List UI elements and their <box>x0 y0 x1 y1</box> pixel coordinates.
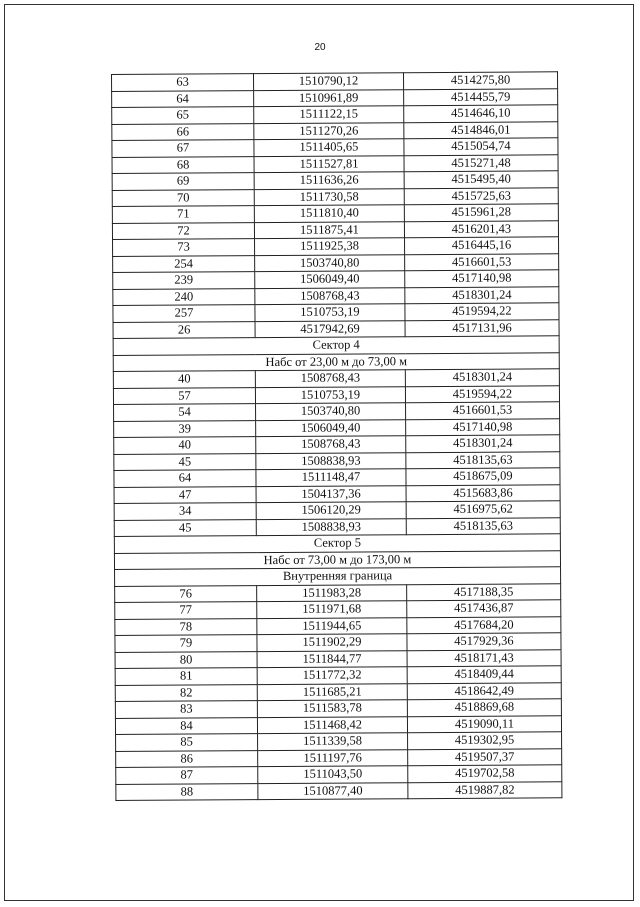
point-number-cell: 78 <box>115 618 257 635</box>
point-number-cell: 54 <box>114 404 256 421</box>
point-number-cell: 240 <box>113 288 255 305</box>
point-number-cell: 45 <box>114 519 256 536</box>
x-coordinate-cell: 1511197,76 <box>258 749 408 766</box>
x-coordinate-cell: 4517942,69 <box>255 320 405 337</box>
y-coordinate-cell: 4517684,20 <box>407 616 561 633</box>
point-number-cell: 63 <box>112 74 254 91</box>
x-coordinate-cell: 1511875,41 <box>254 221 404 238</box>
y-coordinate-cell: 4518869,68 <box>407 699 561 716</box>
point-number-cell: 26 <box>113 321 255 338</box>
x-coordinate-cell: 1508768,43 <box>256 436 406 453</box>
y-coordinate-cell: 4514846,01 <box>404 121 558 138</box>
x-coordinate-cell: 1510753,19 <box>255 386 405 403</box>
x-coordinate-cell: 1503740,80 <box>256 403 406 420</box>
y-coordinate-cell: 4515961,28 <box>404 204 558 221</box>
x-coordinate-cell: 1504137,36 <box>256 485 406 502</box>
x-coordinate-cell: 1506120,29 <box>256 502 406 519</box>
x-coordinate-cell: 1511810,40 <box>254 205 404 222</box>
y-coordinate-cell: 4517131,96 <box>405 319 559 336</box>
x-coordinate-cell: 1511043,50 <box>258 766 408 783</box>
y-coordinate-cell: 4519594,22 <box>405 385 559 402</box>
point-number-cell: 83 <box>115 701 257 718</box>
x-coordinate-cell: 1511636,26 <box>254 172 404 189</box>
x-coordinate-cell: 1508768,43 <box>255 287 405 304</box>
x-coordinate-cell: 1511148,47 <box>256 469 406 486</box>
x-coordinate-cell: 1511772,32 <box>257 667 407 684</box>
point-number-cell: 85 <box>116 734 258 751</box>
y-coordinate-cell: 4518642,49 <box>407 682 561 699</box>
y-coordinate-cell: 4516601,53 <box>406 402 560 419</box>
section-title: Сектор 4 <box>113 336 559 355</box>
section-title: Сектор 5 <box>114 534 560 553</box>
x-coordinate-cell: 1511983,28 <box>257 584 407 601</box>
y-coordinate-cell: 4516445,16 <box>405 237 559 254</box>
x-coordinate-cell: 1511339,58 <box>258 733 408 750</box>
point-number-cell: 40 <box>114 437 256 454</box>
point-number-cell: 67 <box>112 140 254 157</box>
point-number-cell: 57 <box>113 387 255 404</box>
y-coordinate-cell: 4518409,44 <box>407 666 561 683</box>
section-subtitle: Набс от 23,00 м до 73,00 м <box>113 352 559 371</box>
page-number: 20 <box>314 42 326 53</box>
x-coordinate-cell: 1511685,21 <box>257 683 407 700</box>
point-number-cell: 82 <box>115 684 257 701</box>
y-coordinate-cell: 4515725,63 <box>404 187 558 204</box>
x-coordinate-cell: 1503740,80 <box>255 254 405 271</box>
point-number-cell: 47 <box>114 486 256 503</box>
x-coordinate-cell: 1511468,42 <box>257 716 407 733</box>
y-coordinate-cell: 4518301,24 <box>405 286 559 303</box>
x-coordinate-cell: 1510753,19 <box>255 304 405 321</box>
point-number-cell: 88 <box>116 783 258 800</box>
y-coordinate-cell: 4514275,80 <box>403 72 557 89</box>
y-coordinate-cell: 4519090,11 <box>407 715 561 732</box>
point-number-cell: 64 <box>114 470 256 487</box>
x-coordinate-cell: 1506049,40 <box>255 271 405 288</box>
x-coordinate-cell: 1511944,65 <box>257 617 407 634</box>
y-coordinate-cell: 4519887,82 <box>408 781 562 798</box>
y-coordinate-cell: 4515495,40 <box>404 171 558 188</box>
y-coordinate-cell: 4518301,24 <box>405 369 559 386</box>
point-number-cell: 64 <box>112 90 254 107</box>
x-coordinate-cell: 1508838,93 <box>256 452 406 469</box>
x-coordinate-cell: 1511270,26 <box>254 122 404 139</box>
y-coordinate-cell: 4518135,63 <box>406 451 560 468</box>
table-row <box>116 781 562 800</box>
x-coordinate-cell: 1508768,43 <box>255 370 405 387</box>
y-coordinate-cell: 4519702,58 <box>408 765 562 782</box>
y-coordinate-cell: 4519507,37 <box>408 748 562 765</box>
y-coordinate-cell: 4518675,09 <box>406 468 560 485</box>
y-coordinate-cell: 4517188,35 <box>407 583 561 600</box>
x-coordinate-cell: 1511902,29 <box>257 634 407 651</box>
x-coordinate-cell: 1511925,38 <box>255 238 405 255</box>
point-number-cell: 79 <box>115 635 257 652</box>
y-coordinate-cell: 4516975,62 <box>406 501 560 518</box>
point-number-cell: 45 <box>114 453 256 470</box>
point-number-cell: 80 <box>115 651 257 668</box>
point-number-cell: 68 <box>112 156 254 173</box>
point-number-cell: 257 <box>113 305 255 322</box>
point-number-cell: 40 <box>113 371 255 388</box>
point-number-cell: 69 <box>112 173 254 190</box>
x-coordinate-cell: 1510961,89 <box>254 89 404 106</box>
point-number-cell: 39 <box>114 420 256 437</box>
y-coordinate-cell: 4514455,79 <box>404 88 558 105</box>
point-number-cell: 86 <box>116 750 258 767</box>
y-coordinate-cell: 4519594,22 <box>405 303 559 320</box>
x-coordinate-cell: 1511844,77 <box>257 650 407 667</box>
x-coordinate-cell: 1511527,81 <box>254 155 404 172</box>
y-coordinate-cell: 4515054,74 <box>404 138 558 155</box>
y-coordinate-cell: 4519302,95 <box>408 732 562 749</box>
point-number-cell: 65 <box>112 107 254 124</box>
point-number-cell: 254 <box>113 255 255 272</box>
x-coordinate-cell: 1511122,15 <box>254 106 404 123</box>
point-number-cell: 73 <box>113 239 255 256</box>
point-number-cell: 77 <box>115 602 257 619</box>
coordinates-table <box>111 71 562 801</box>
y-coordinate-cell: 4517436,87 <box>407 600 561 617</box>
y-coordinate-cell: 4516601,53 <box>405 253 559 270</box>
y-coordinate-cell: 4515683,86 <box>406 484 560 501</box>
point-number-cell: 84 <box>115 717 257 734</box>
y-coordinate-cell: 4517140,98 <box>405 270 559 287</box>
x-coordinate-cell: 1511730,58 <box>254 188 404 205</box>
x-coordinate-cell: 1511971,68 <box>257 601 407 618</box>
x-coordinate-cell: 1506049,40 <box>256 419 406 436</box>
coordinates-table-body <box>112 72 562 801</box>
x-coordinate-cell: 1510790,12 <box>254 73 404 90</box>
point-number-cell: 81 <box>115 668 257 685</box>
y-coordinate-cell: 4517929,36 <box>407 633 561 650</box>
section-subtitle: Набс от 73,00 м до 173,00 м <box>114 550 560 569</box>
y-coordinate-cell: 4518171,43 <box>407 649 561 666</box>
point-number-cell: 76 <box>115 585 257 602</box>
point-number-cell: 66 <box>112 123 254 140</box>
point-number-cell: 239 <box>113 272 255 289</box>
point-number-cell: 87 <box>116 767 258 784</box>
y-coordinate-cell: 4518135,63 <box>406 517 560 534</box>
y-coordinate-cell: 4515271,48 <box>404 154 558 171</box>
y-coordinate-cell: 4514646,10 <box>404 105 558 122</box>
y-coordinate-cell: 4518301,24 <box>406 435 560 452</box>
x-coordinate-cell: 1511583,78 <box>257 700 407 717</box>
section-title: Внутренняя граница <box>115 567 561 586</box>
point-number-cell: 70 <box>112 189 254 206</box>
y-coordinate-cell: 4516201,43 <box>404 220 558 237</box>
x-coordinate-cell: 1511405,65 <box>254 139 404 156</box>
y-coordinate-cell: 4517140,98 <box>406 418 560 435</box>
point-number-cell: 34 <box>114 503 256 520</box>
point-number-cell: 72 <box>112 222 254 239</box>
point-number-cell: 71 <box>112 206 254 223</box>
x-coordinate-cell: 1508838,93 <box>256 518 406 535</box>
x-coordinate-cell: 1510877,40 <box>258 782 408 799</box>
